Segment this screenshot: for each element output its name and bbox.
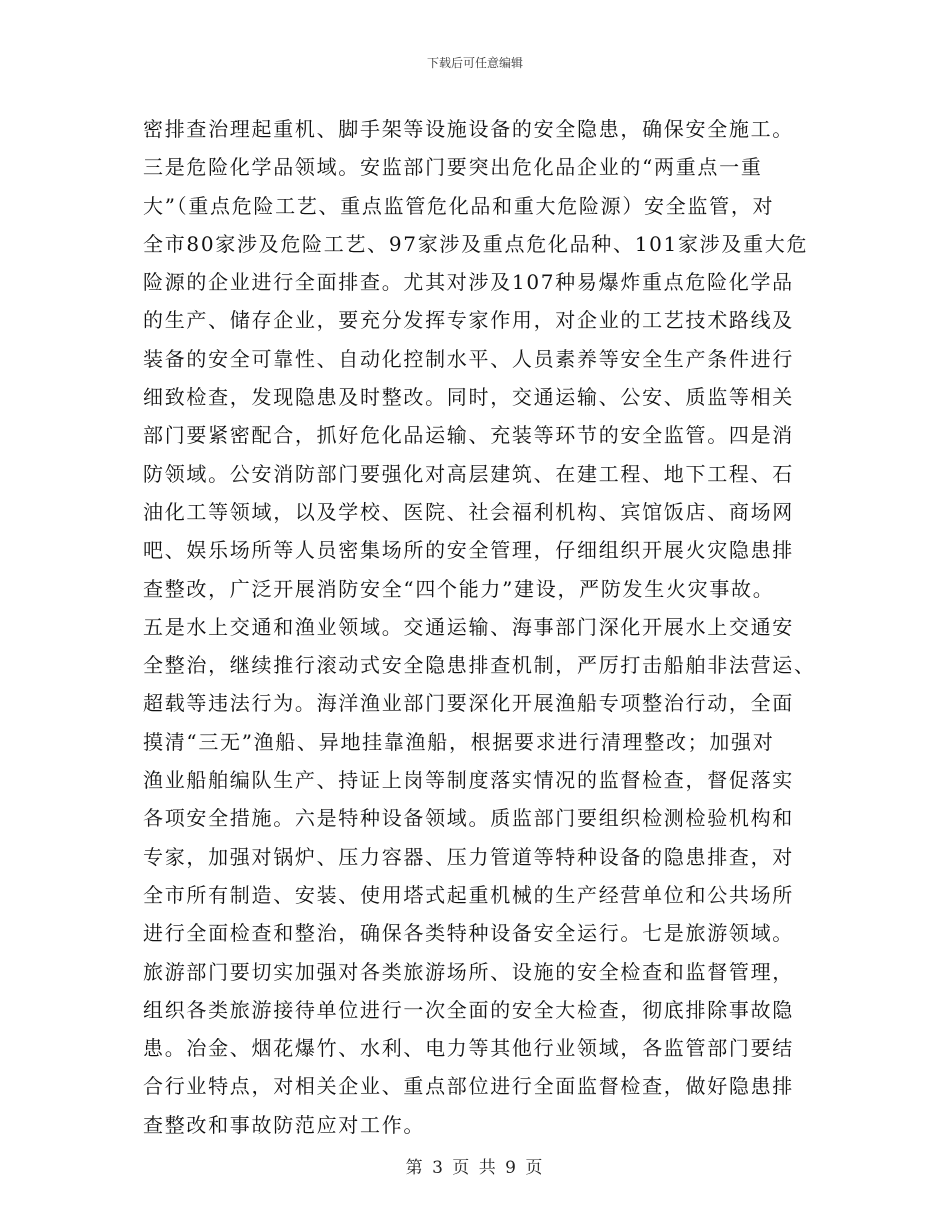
body-line-10: 防领域。公安消防部门要强化对高层建筑、在建工程、地下工程、石 [143,461,794,486]
body-line-25: 患。冶金、烟花爆竹、水利、电力等其他行业领域，各监管部门要结 [143,1036,794,1061]
page-number-footer: 第 3 页 共 9 页 [405,1158,545,1178]
body-line-26: 合行业特点，对相关企业、重点部位进行全面监督检查，做好隐患排 [143,1074,794,1099]
body-line-27: 查整改和事故防范应对工作。 [143,1112,426,1137]
body-line-12: 吧、娱乐场所等人员密集场所的安全管理，仔细组织开展火灾隐患排 [143,538,794,563]
body-line-17: 摸清“三无”渔船、异地挂靠渔船，根据要求进行清理整改；加强对 [143,729,775,754]
body-line-21: 全市所有制造、安装、使用塔式起重机械的生产经营单位和公共场所 [143,882,794,907]
body-line-5: 险源的企业进行全面排查。尤其对涉及107种易爆炸重点危险化学品 [143,270,794,295]
body-line-24: 组织各类旅游接待单位进行一次全面的安全大检查，彻底排除事故隐 [143,997,794,1022]
body-line-15: 全整治，继续推行滚动式安全隐患排查机制，严厉打击船舶非法营运、 [143,653,816,678]
body-line-22: 进行全面检查和整治，确保各类特种设备安全运行。七是旅游领域。 [143,921,794,946]
body-line-9: 部门要紧密配合，抓好危化品运输、充装等环节的安全监管。四是消 [143,423,794,448]
body-line-20: 专家，加强对锅炉、压力容器、压力管道等特种设备的隐患排查，对 [143,844,794,869]
body-line-2: 三是危险化学品领域。安监部门要突出危化品企业的“两重点一重 [143,155,763,180]
body-line-23: 旅游部门要切实加强对各类旅游场所、设施的安全检查和监督管理， [143,959,794,984]
document-body [143,110,823,1144]
body-line-8: 细致检查，发现隐患及时整改。同时，交通运输、公安、质监等相关 [143,385,794,410]
body-line-6: 的生产、储存企业，要充分发挥专家作用，对企业的工艺技术路线及 [143,308,794,333]
body-line-1: 密排查治理起重机、脚手架等设施设备的安全隐患，确保安全施工。 [143,117,794,141]
body-line-16: 超载等违法行为。海洋渔业部门要深化开展渔船专项整治行动，全面 [143,691,794,716]
body-line-18: 渔业船舶编队生产、持证上岗等制度落实情况的监督检查，督促落实 [143,768,794,793]
body-line-4: 全市80家涉及危险工艺、97家涉及重点危化品种、101家涉及重大危 [143,231,809,256]
body-line-14: 五是水上交通和渔业领域。交通运输、海事部门深化开展水上交通安 [143,614,794,639]
page-header-note: 下载后可任意编辑 [426,56,523,70]
body-line-11: 油化工等领域，以及学校、医院、社会福利机构、宾馆饭店、商场网 [143,499,794,524]
body-line-13: 查整改，广泛开展消防安全“四个能力”建设，严防发生火灾事故。 [143,576,775,601]
body-line-19: 各项安全措施。六是特种设备领域。质监部门要组织检测检验机构和 [143,806,794,831]
body-line-3: 大”（重点危险工艺、重点监管危化品和重大危险源）安全监管，对 [143,193,775,218]
body-line-7: 装备的安全可靠性、自动化控制水平、人员素养等安全生产条件进行 [143,346,794,371]
